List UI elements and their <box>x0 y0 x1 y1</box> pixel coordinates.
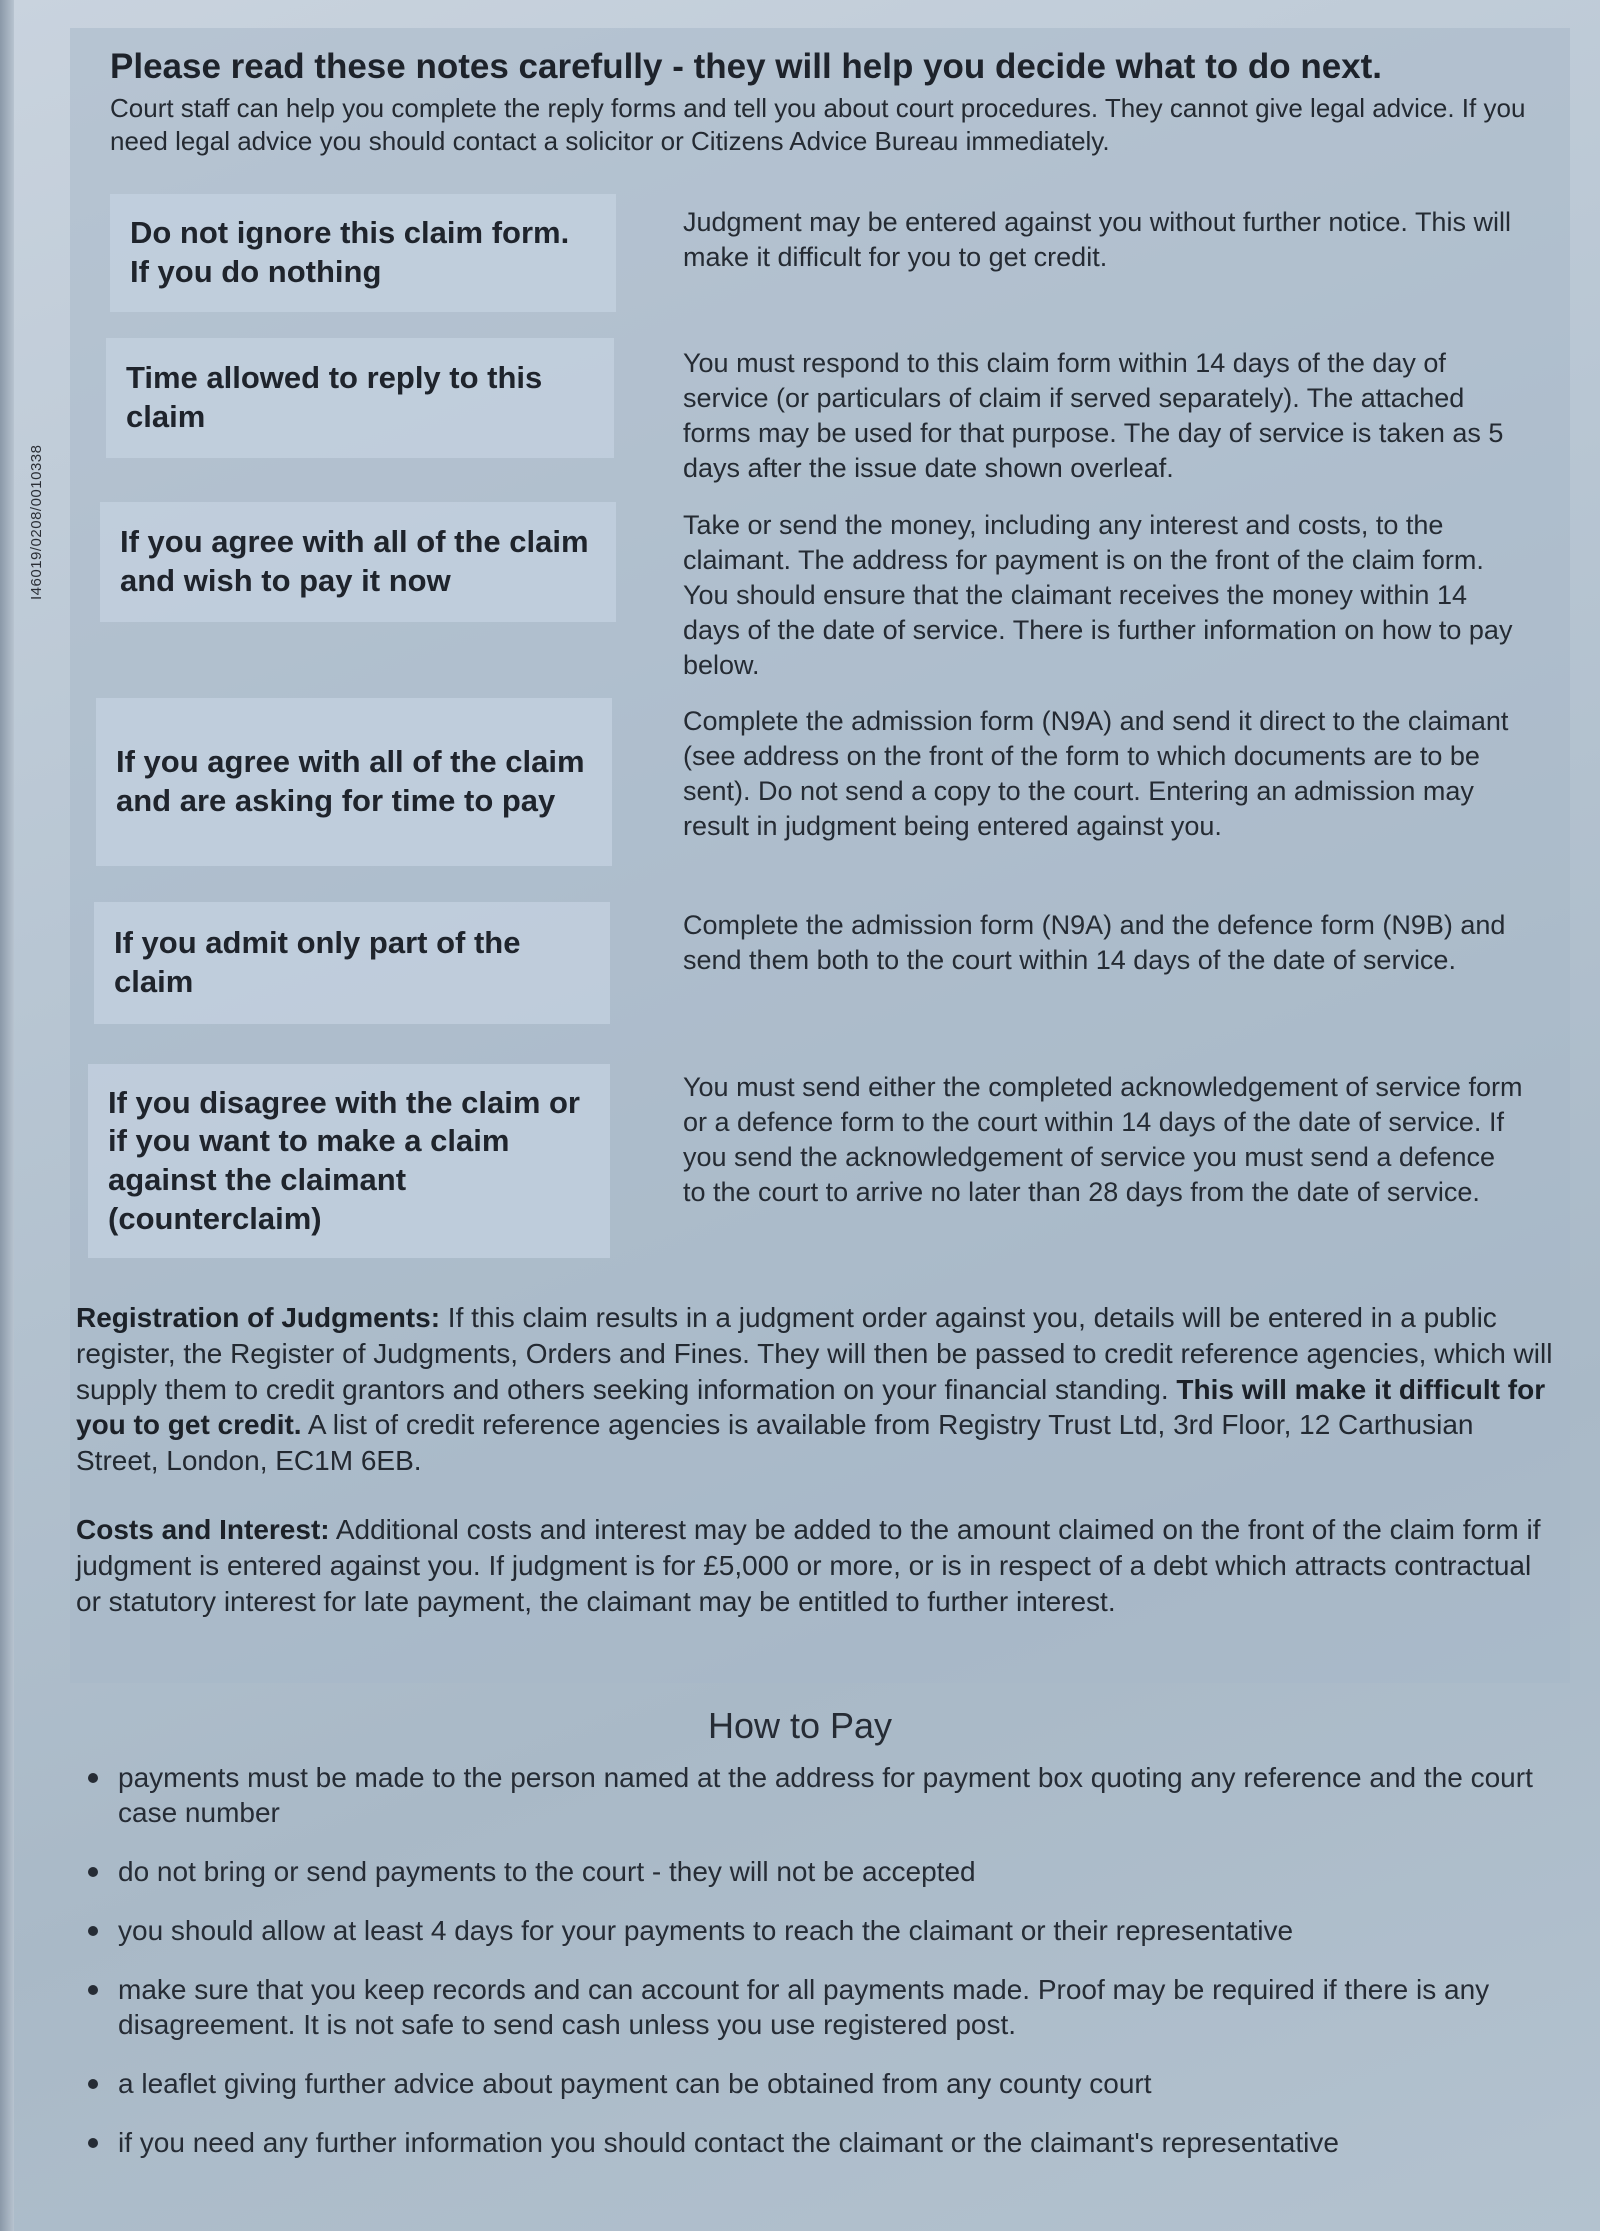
row-label-time-to-pay: If you agree with all of the claim and are asking for time to pay <box>96 698 612 866</box>
bullet-icon <box>88 2138 98 2148</box>
notes-header <box>110 46 1530 157</box>
list-item: make sure that you keep records and can account for all payments made. Proof may be required if there is any disagreement. It is not safe to send cash unless you use registered post. <box>84 1972 1544 2042</box>
notes-title: Please read these notes carefully - they will help you decide what to do next. <box>110 47 1383 86</box>
registration-text-1: If this claim results in a judgment order against you, details will be entered in a public register, the Register of Judgments, Orders and Fines. They will then be passed to credit reference agencies, which will supply them to credit grantors and others seeking information on your financial standing. <box>76 1302 1553 1405</box>
row-label-ignore-claim: Do not ignore this claim form. If you do nothing <box>110 194 616 312</box>
row-text-disagree: You must send either the completed acknowledgement of service form or a defence form to the court within 14 days of the date of service. If you send the acknowledgement of service you must send a defence to the court to arrive no later than 28 days from the date of service. <box>683 1072 1523 1208</box>
row-label-disagree: If you disagree with the claim or if you want to make a claim against the claimant (counterclaim) <box>88 1064 610 1258</box>
row-text-pay-now: Take or send the money, including any interest and costs, to the claimant. The address for payment is on the front of the claim form. You should ensure that the claimant receives the money within 14 days of the date of service. There is further information on how to pay below. <box>683 510 1513 681</box>
registration-heading: Registration of Judgments: <box>76 1302 441 1333</box>
row-label-admit-part: If you admit only part of the claim <box>94 902 610 1024</box>
bullet-icon <box>88 1773 98 1783</box>
row-label-pay-now: If you agree with all of the claim and wish to pay it now <box>100 502 616 622</box>
list-item: if you need any further information you should contact the claimant or the claimant's representative <box>84 2125 1544 2160</box>
how-to-pay-title: How to Pay <box>707 1705 893 1746</box>
form-reference-code: I46019/0208/0010338 <box>28 444 45 600</box>
how-to-pay-list <box>84 1760 1544 2184</box>
list-item: you should allow at least 4 days for your payments to reach the claimant or their representative <box>84 1913 1544 1948</box>
registration-text-2: A list of credit reference agencies is available from Registry Trust Ltd, 3rd Floor, 12 Carthusian Street, London, EC1M 6EB. <box>76 1409 1474 1477</box>
bullet-icon <box>88 1926 98 1936</box>
bullet-icon <box>88 1867 98 1877</box>
row-text-time-allowed: You must respond to this claim form within 14 days of the day of service (or particulars of claim if served separately). The attached forms may be used for that purpose. The day of service is taken as 5 days after the issue date shown overleaf. <box>683 348 1504 484</box>
row-text-admit-part: Complete the admission form (N9A) and the defence form (N9B) and send them both to the court within 14 days of the date of service. <box>683 910 1506 976</box>
notes-subtitle: Court staff can help you complete the reply forms and tell you about court procedures. They cannot give legal advice. If you need legal advice you should contact a solicitor or Citizens Advice Bureau immediately. <box>110 93 1526 156</box>
list-item: a leaflet giving further advice about payment can be obtained from any county court <box>84 2066 1544 2101</box>
registration-paragraph <box>76 1300 1556 1479</box>
costs-heading: Costs and Interest: <box>76 1514 330 1545</box>
list-item: payments must be made to the person named at the address for payment box quoting any reference and the court case number <box>84 1760 1544 1830</box>
costs-paragraph <box>76 1512 1556 1619</box>
row-text-time-to-pay: Complete the admission form (N9A) and send it direct to the claimant (see address on the front of the form to which documents are to be sent). Do not send a copy to the court. Entering an admission may result in judgment being entered against you. <box>683 706 1509 842</box>
row-label-time-allowed: Time allowed to reply to this claim <box>106 338 614 458</box>
row-text-ignore-claim: Judgment may be entered against you without further notice. This will make it difficult for you to get credit. <box>683 207 1511 273</box>
bullet-icon <box>88 2079 98 2089</box>
registration-bold-warning: This will make it difficult for you to get credit. <box>76 1373 1546 1441</box>
costs-text: Additional costs and interest may be added to the amount claimed on the front of the claim form if judgment is entered against you. If judgment is for £5,000 or more, or is in respect of a debt which attracts contractual or statutory interest for late payment, the claimant may be entitled to further interest. <box>76 1514 1541 1617</box>
bullet-icon <box>88 1985 98 1995</box>
paper-edge <box>0 0 14 2231</box>
list-item: do not bring or send payments to the court - they will not be accepted <box>84 1854 1544 1889</box>
